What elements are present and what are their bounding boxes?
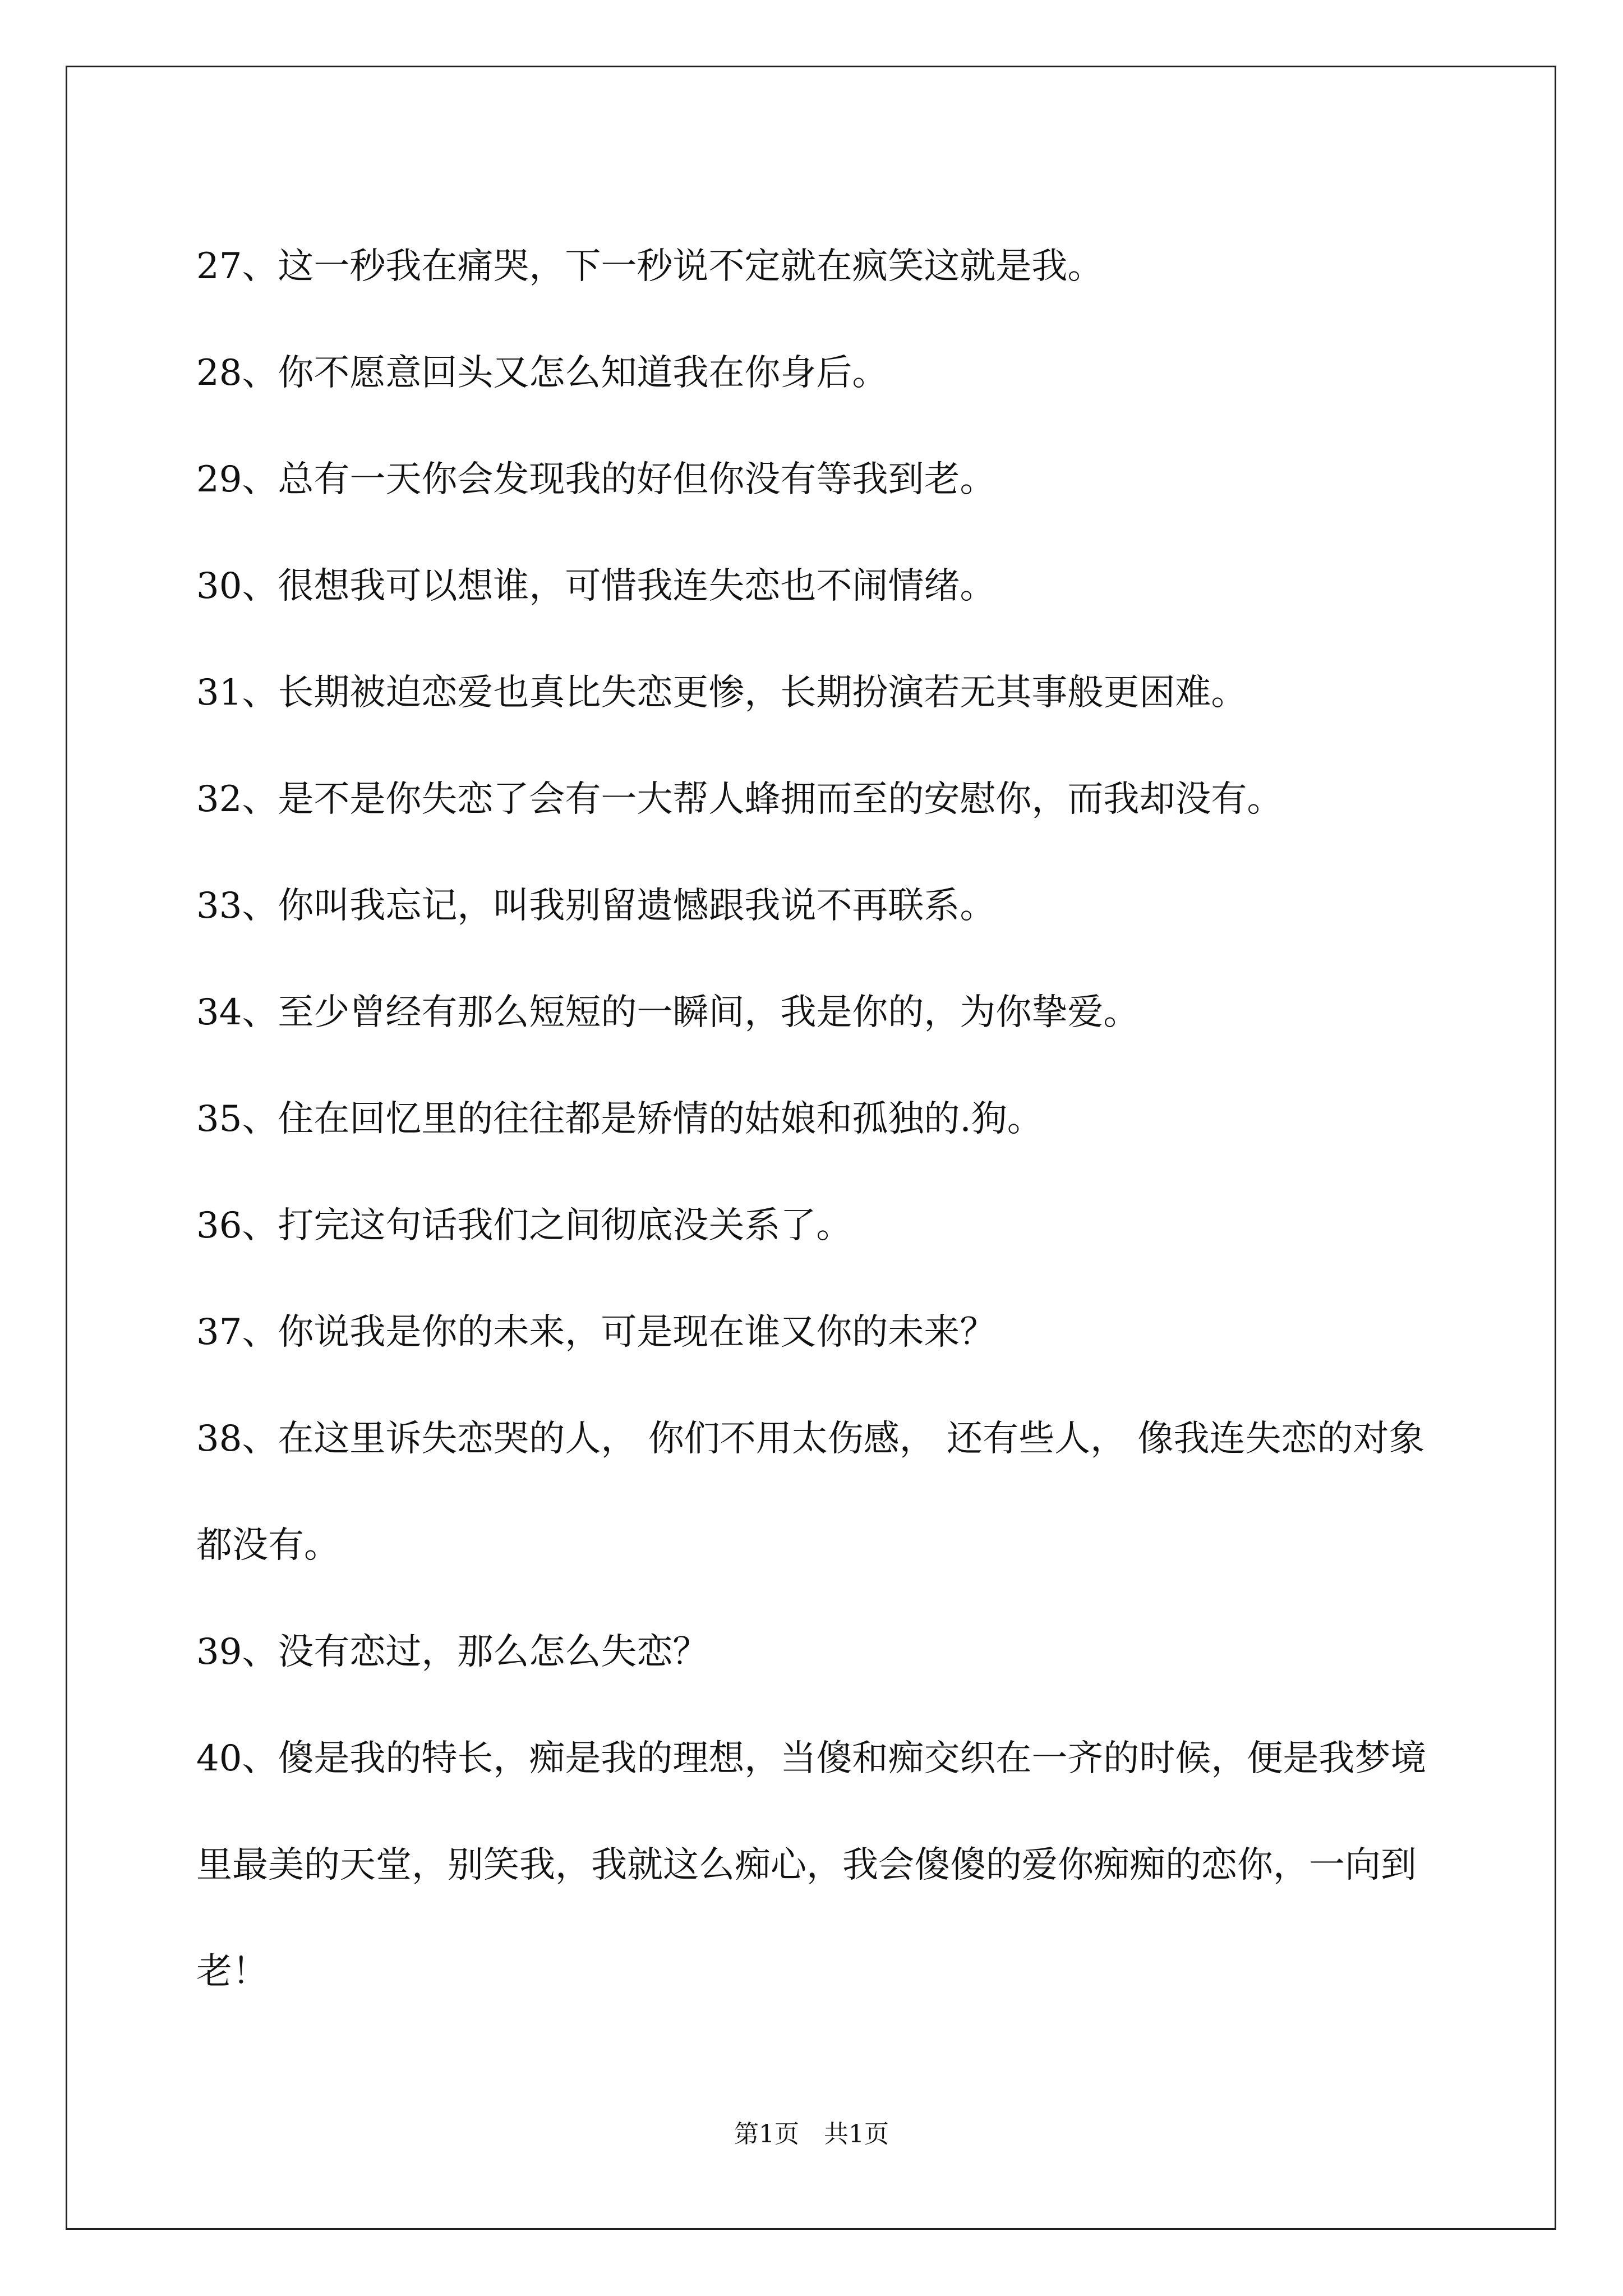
entry-38: 38、在这里诉失恋哭的人， 你们不用太伤感， 还有些人， 像我连失恋的对象都没有。 <box>196 1418 1425 1566</box>
entry-34: 34、至少曾经有那么短短的一瞬间，我是你的，为你挚爱。 <box>196 992 1140 1033</box>
entry-37: 37、你说我是你的未来，可是现在谁又你的未来？ <box>196 1312 996 1353</box>
entry-40: 40、傻是我的特长，痴是我的理想，当傻和痴交织在一齐的时候，便是我梦境里最美的天堂，别笑我，我就这么痴心，我会傻傻的爱你痴痴的恋你，一向到老！ <box>196 1738 1427 1993</box>
entry-27: 27、这一秒我在痛哭，下一秒说不定就在疯笑这就是我。 <box>196 246 1104 287</box>
entry-35: 35、住在回忆里的往往都是矫情的姑娘和孤独的.狗。 <box>196 1098 1043 1140</box>
entry-31: 31、长期被迫恋爱也真比失恋更惨，长期扮演若无其事般更困难。 <box>196 672 1247 714</box>
entry-30: 30、很想我可以想谁，可惜我连失恋也不闹情绪。 <box>196 565 996 607</box>
entry-36: 36、打完这句话我们之间彻底没关系了。 <box>196 1205 852 1246</box>
entry-29: 29、总有一天你会发现我的好但你没有等我到老。 <box>196 459 996 500</box>
entry-28: 28、你不愿意回头又怎么知道我在你身后。 <box>196 352 888 394</box>
page-footer: 第1页 共1页 <box>734 2120 889 2148</box>
entry-33: 33、你叫我忘记，叫我别留遗憾跟我说不再联系。 <box>196 885 996 927</box>
entry-32: 32、是不是你失恋了会有一大帮人蜂拥而至的安慰你，而我却没有。 <box>196 779 1283 820</box>
entry-39: 39、没有恋过，那么怎么失恋？ <box>196 1631 709 1673</box>
document-body <box>196 213 1436 2025</box>
